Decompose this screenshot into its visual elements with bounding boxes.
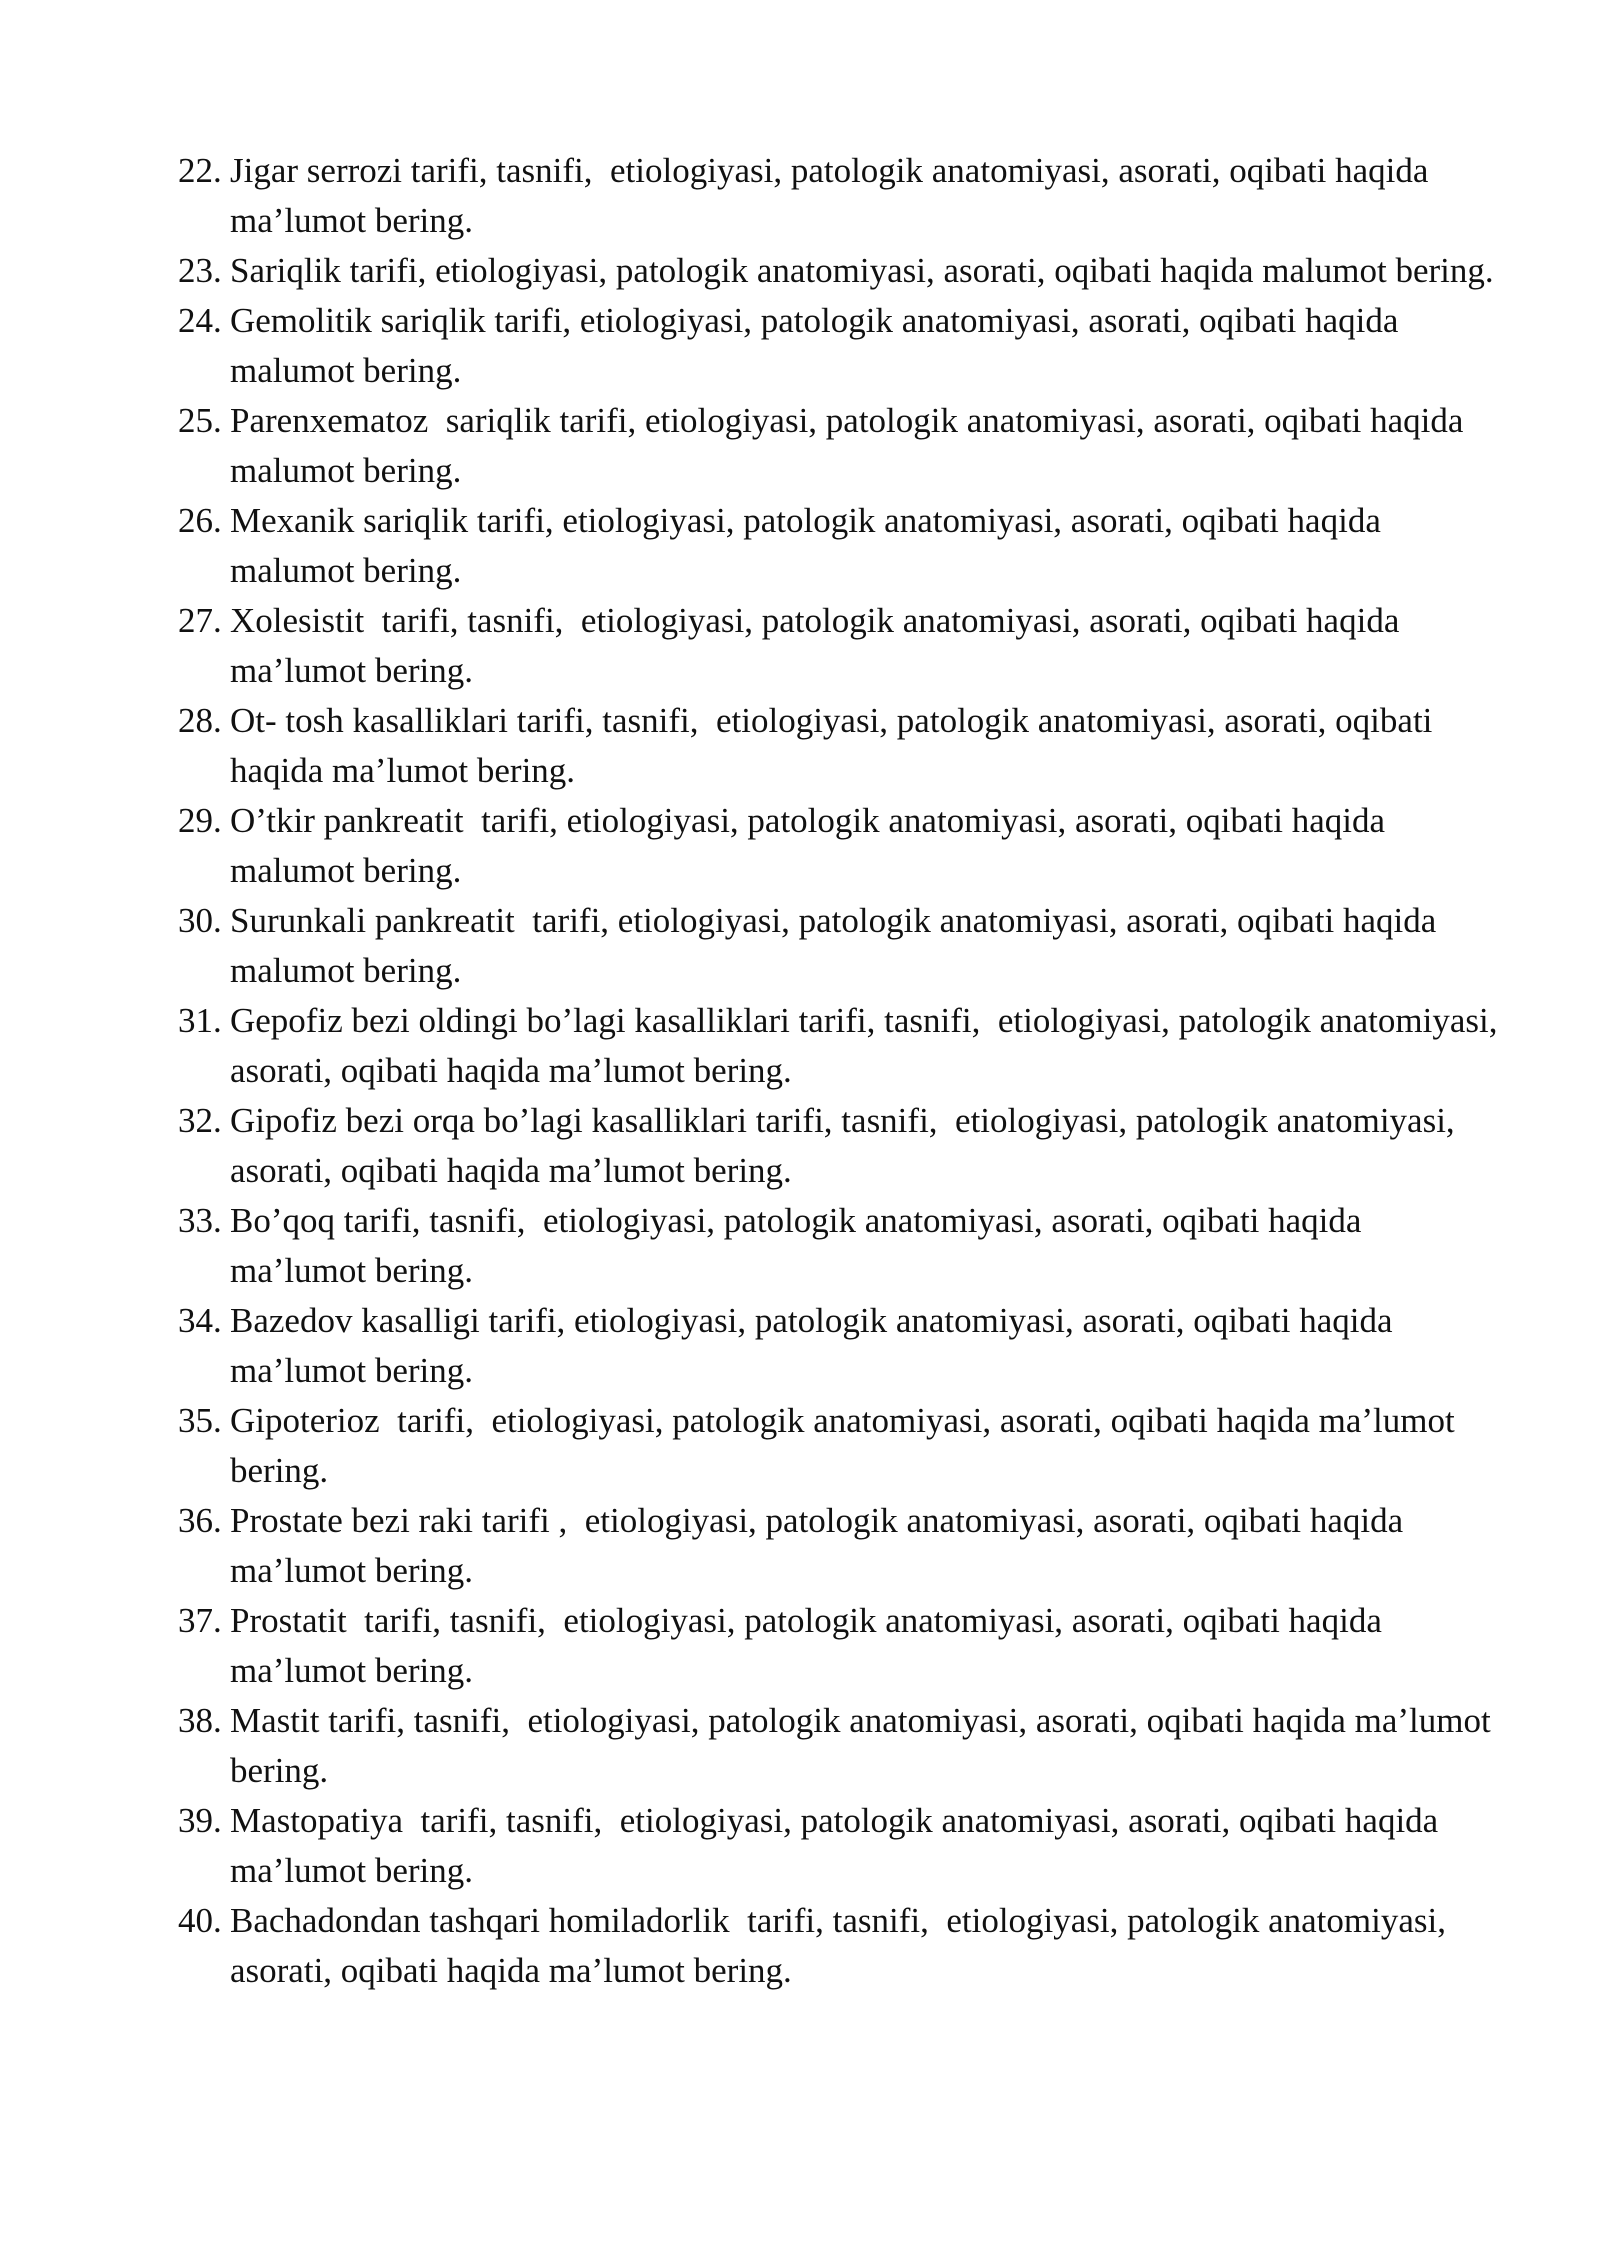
question-item-22 (0, 146, 1500, 246)
question-text: Xolesistit tarifi, tasnifi, etiologiyasi, patologik anatomiyasi, asorati, oqibati haqida ma’lumot bering. (230, 601, 1409, 690)
question-text: Ot- tosh kasalliklari tarifi, tasnifi, etiologiyasi, patologik anatomiyasi, asorati, oqibati haqida ma’lumot bering. (230, 701, 1442, 790)
question-number: 25. (178, 401, 222, 440)
question-text: Prostatit tarifi, tasnifi, etiologiyasi, patologik anatomiyasi, asorati, oqibati haqida ma’lumot bering. (230, 1601, 1391, 1690)
question-number: 37. (178, 1601, 222, 1640)
question-item-39 (0, 1796, 1500, 1896)
question-text: Gepofiz bezi oldingi bo’lagi kasalliklari tarifi, tasnifi, etiologiyasi, patologik anatomiyasi, asorati, oqibati haqida ma’lumot bering. (230, 1001, 1507, 1090)
question-text: Prostate bezi raki tarifi , etiologiyasi, patologik anatomiyasi, asorati, oqibati haqida ma’lumot bering. (230, 1501, 1412, 1590)
question-item-35 (0, 1396, 1500, 1496)
question-number: 23. (178, 251, 222, 290)
question-item-31 (0, 996, 1507, 1096)
question-item-37 (0, 1596, 1500, 1696)
question-text: Bazedov kasalligi tarifi, etiologiyasi, patologik anatomiyasi, asorati, oqibati haqida ma’lumot bering. (230, 1301, 1402, 1390)
question-item-36 (0, 1496, 1500, 1596)
question-text: O’tkir pankreatit tarifi, etiologiyasi, patologik anatomiyasi, asorati, oqibati haqida malumot bering. (230, 801, 1394, 890)
question-item-29 (0, 796, 1500, 896)
question-number: 34. (178, 1301, 222, 1340)
question-item-26 (0, 496, 1500, 596)
question-number: 35. (178, 1401, 222, 1440)
question-number: 26. (178, 501, 222, 540)
question-item-33 (0, 1196, 1500, 1296)
question-text: Gemolitik sariqlik tarifi, etiologiyasi, patologik anatomiyasi, asorati, oqibati haqida malumot bering. (230, 301, 1408, 390)
question-text: Bachadondan tashqari homiladorlik tarifi, tasnifi, etiologiyasi, patologik anatomiyasi, asorati, oqibati haqida ma’lumot bering. (230, 1901, 1455, 1990)
question-item-32 (0, 1096, 1500, 1196)
question-number: 24. (178, 301, 222, 340)
question-text: Mexanik sariqlik tarifi, etiologiyasi, patologik anatomiyasi, asorati, oqibati haqida malumot bering. (230, 501, 1390, 590)
question-text: Bo’qoq tarifi, tasnifi, etiologiyasi, patologik anatomiyasi, asorati, oqibati haqida ma’lumot bering. (230, 1201, 1371, 1290)
question-item-30 (0, 896, 1500, 996)
question-text: Parenxematoz sariqlik tarifi, etiologiyasi, patologik anatomiyasi, asorati, oqibati haqida malumot bering. (230, 401, 1473, 490)
question-item-28 (0, 696, 1500, 796)
question-item-24 (0, 296, 1500, 396)
question-text: Sariqlik tarifi, etiologiyasi, patologik anatomiyasi, asorati, oqibati haqida malumot bering. (230, 251, 1494, 290)
question-number: 39. (178, 1801, 222, 1840)
question-number: 40. (178, 1901, 222, 1940)
question-item-38 (0, 1696, 1500, 1796)
question-text: Gipoterioz tarifi, etiologiyasi, patologik anatomiyasi, asorati, oqibati haqida ma’lumot bering. (230, 1401, 1464, 1490)
question-number: 22. (178, 151, 222, 190)
question-number: 31. (178, 1001, 222, 1040)
question-number: 36. (178, 1501, 222, 1540)
question-number: 33. (178, 1201, 222, 1240)
question-number: 29. (178, 801, 222, 840)
question-text: Mastit tarifi, tasnifi, etiologiyasi, patologik anatomiyasi, asorati, oqibati haqida ma’lumot bering. (230, 1701, 1500, 1790)
question-text: Jigar serrozi tarifi, tasnifi, etiologiyasi, patologik anatomiyasi, asorati, oqibati haqida ma’lumot bering. (230, 151, 1438, 240)
question-text: Mastopatiya tarifi, tasnifi, etiologiyasi, patologik anatomiyasi, asorati, oqibati haqida ma’lumot bering. (230, 1801, 1447, 1890)
question-item-27 (0, 596, 1500, 696)
question-number: 30. (178, 901, 222, 940)
question-list (0, 146, 1600, 1996)
question-number: 38. (178, 1701, 222, 1740)
question-item-34 (0, 1296, 1500, 1396)
question-text: Gipofiz bezi orqa bo’lagi kasalliklari tarifi, tasnifi, etiologiyasi, patologik anatomiyasi, asorati, oqibati haqida ma’lumot bering. (230, 1101, 1464, 1190)
question-number: 27. (178, 601, 222, 640)
question-item-23 (0, 246, 1500, 296)
question-item-25 (0, 396, 1500, 496)
question-text: Surunkali pankreatit tarifi, etiologiyasi, patologik anatomiyasi, asorati, oqibati haqida malumot bering. (230, 901, 1445, 990)
question-item-40 (0, 1896, 1500, 1996)
question-number: 28. (178, 701, 222, 740)
question-number: 32. (178, 1101, 222, 1140)
